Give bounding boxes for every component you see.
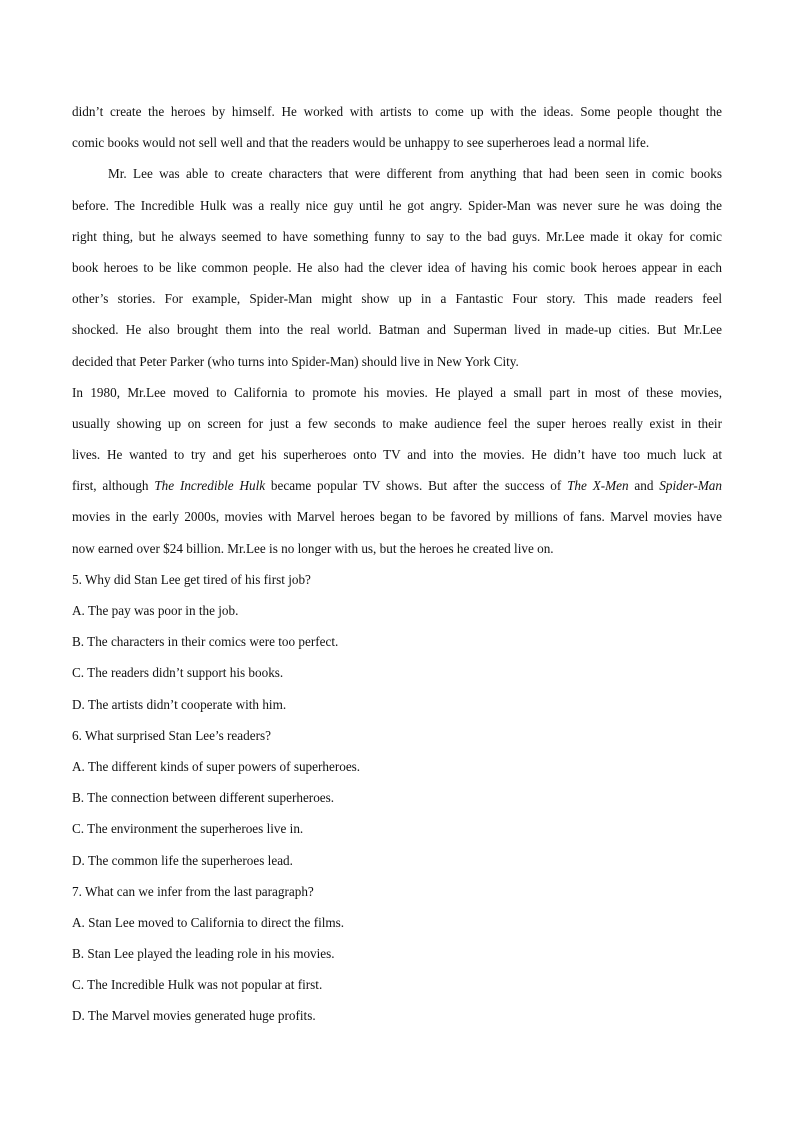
option-b: B. The characters in their comics were too perfect. — [72, 634, 339, 650]
title-the-incredible-hulk: The Incredible Hulk — [154, 478, 266, 494]
option-c: C. The environment the superheroes live in. — [72, 821, 304, 837]
question-5 — [72, 569, 722, 725]
text-segment: and — [628, 478, 660, 494]
text-line: other’s stories. For example, Spider-Man might show up in a Fantastic Four story. This made readers feel — [72, 291, 722, 307]
option-a: A. The pay was poor in the job. — [72, 603, 239, 618]
title-the-x-men: The X-Men — [567, 478, 629, 494]
question-stem: 7. What can we infer from the last paragraph? — [72, 883, 314, 899]
text-segment: first, although — [72, 478, 155, 494]
question-7 — [72, 881, 722, 1037]
question-stem: 6. What surprised Stan Lee’s readers? — [72, 727, 271, 743]
text-line: lives. He wanted to try and get his superheroes onto TV and into the movies. He didn’t have too much luck at — [72, 447, 722, 463]
option-c: C. The readers didn’t support his books. — [72, 665, 284, 681]
text-line: usually showing up on screen for just a few seconds to make audience feel the super heroes really exist in their — [72, 415, 722, 431]
document-body — [72, 101, 722, 1037]
option-d: D. The common life the superheroes lead. — [72, 852, 293, 868]
text-line: shocked. He also brought them into the real world. Batman and Superman lived in made-up cities. But Mr.Lee — [72, 322, 722, 338]
text-line: didn’t create the heroes by himself. He worked with artists to come up with the ideas. Some people thought the — [72, 104, 722, 119]
question-stem: 5. Why did Stan Lee get tired of his first job? — [72, 571, 311, 587]
option-a: A. The different kinds of super powers of superheroes. — [72, 758, 361, 774]
option-b: B. Stan Lee played the leading role in his movies. — [72, 946, 335, 962]
paragraph-3 — [72, 382, 722, 569]
title-spider-man: Spider-Man — [659, 478, 722, 494]
text-line: now earned over $24 billion. Mr.Lee is no longer with us, but the heroes he created live on. — [72, 540, 554, 556]
option-d: D. The artists didn’t cooperate with him. — [72, 696, 287, 712]
text-line: before. The Incredible Hulk was a really nice guy until he got angry. Spider-Man was never sure he was doing the — [72, 197, 722, 213]
paragraph-2 — [72, 163, 722, 381]
option-a: A. Stan Lee moved to California to direct the films. — [72, 914, 345, 930]
text-line: Mr. Lee was able to create characters that were different from anything that had been seen in comic books — [108, 166, 722, 182]
text-line: decided that Peter Parker (who turns into Spider-Man) should live in New York City. — [72, 353, 519, 369]
text-line: In 1980, Mr.Lee moved to California to promote his movies. He played a small part in most of these movies, — [72, 384, 722, 400]
question-6 — [72, 725, 722, 881]
text-line: movies in the early 2000s, movies with Marvel heroes began to be favored by millions of fans. Marvel movies have — [72, 509, 722, 525]
text-line: book heroes to be like common people. He also had the clever idea of having his comic book heroes appear in each — [72, 259, 722, 275]
text-line — [72, 475, 722, 506]
text-line: comic books would not sell well and that the readers would be unhappy to see superheroes lead a normal life. — [72, 135, 650, 151]
paragraph-1 — [72, 101, 722, 163]
text-segment: became popular TV shows. But after the success of — [265, 478, 568, 494]
text-line: right thing, but he always seemed to have something funny to say to the bad guys. Mr.Lee made it okay for comic — [72, 228, 722, 244]
option-c: C. The Incredible Hulk was not popular at first. — [72, 977, 323, 993]
option-b: B. The connection between different superheroes. — [72, 790, 335, 806]
option-d: D. The Marvel movies generated huge profits. — [72, 1008, 316, 1024]
